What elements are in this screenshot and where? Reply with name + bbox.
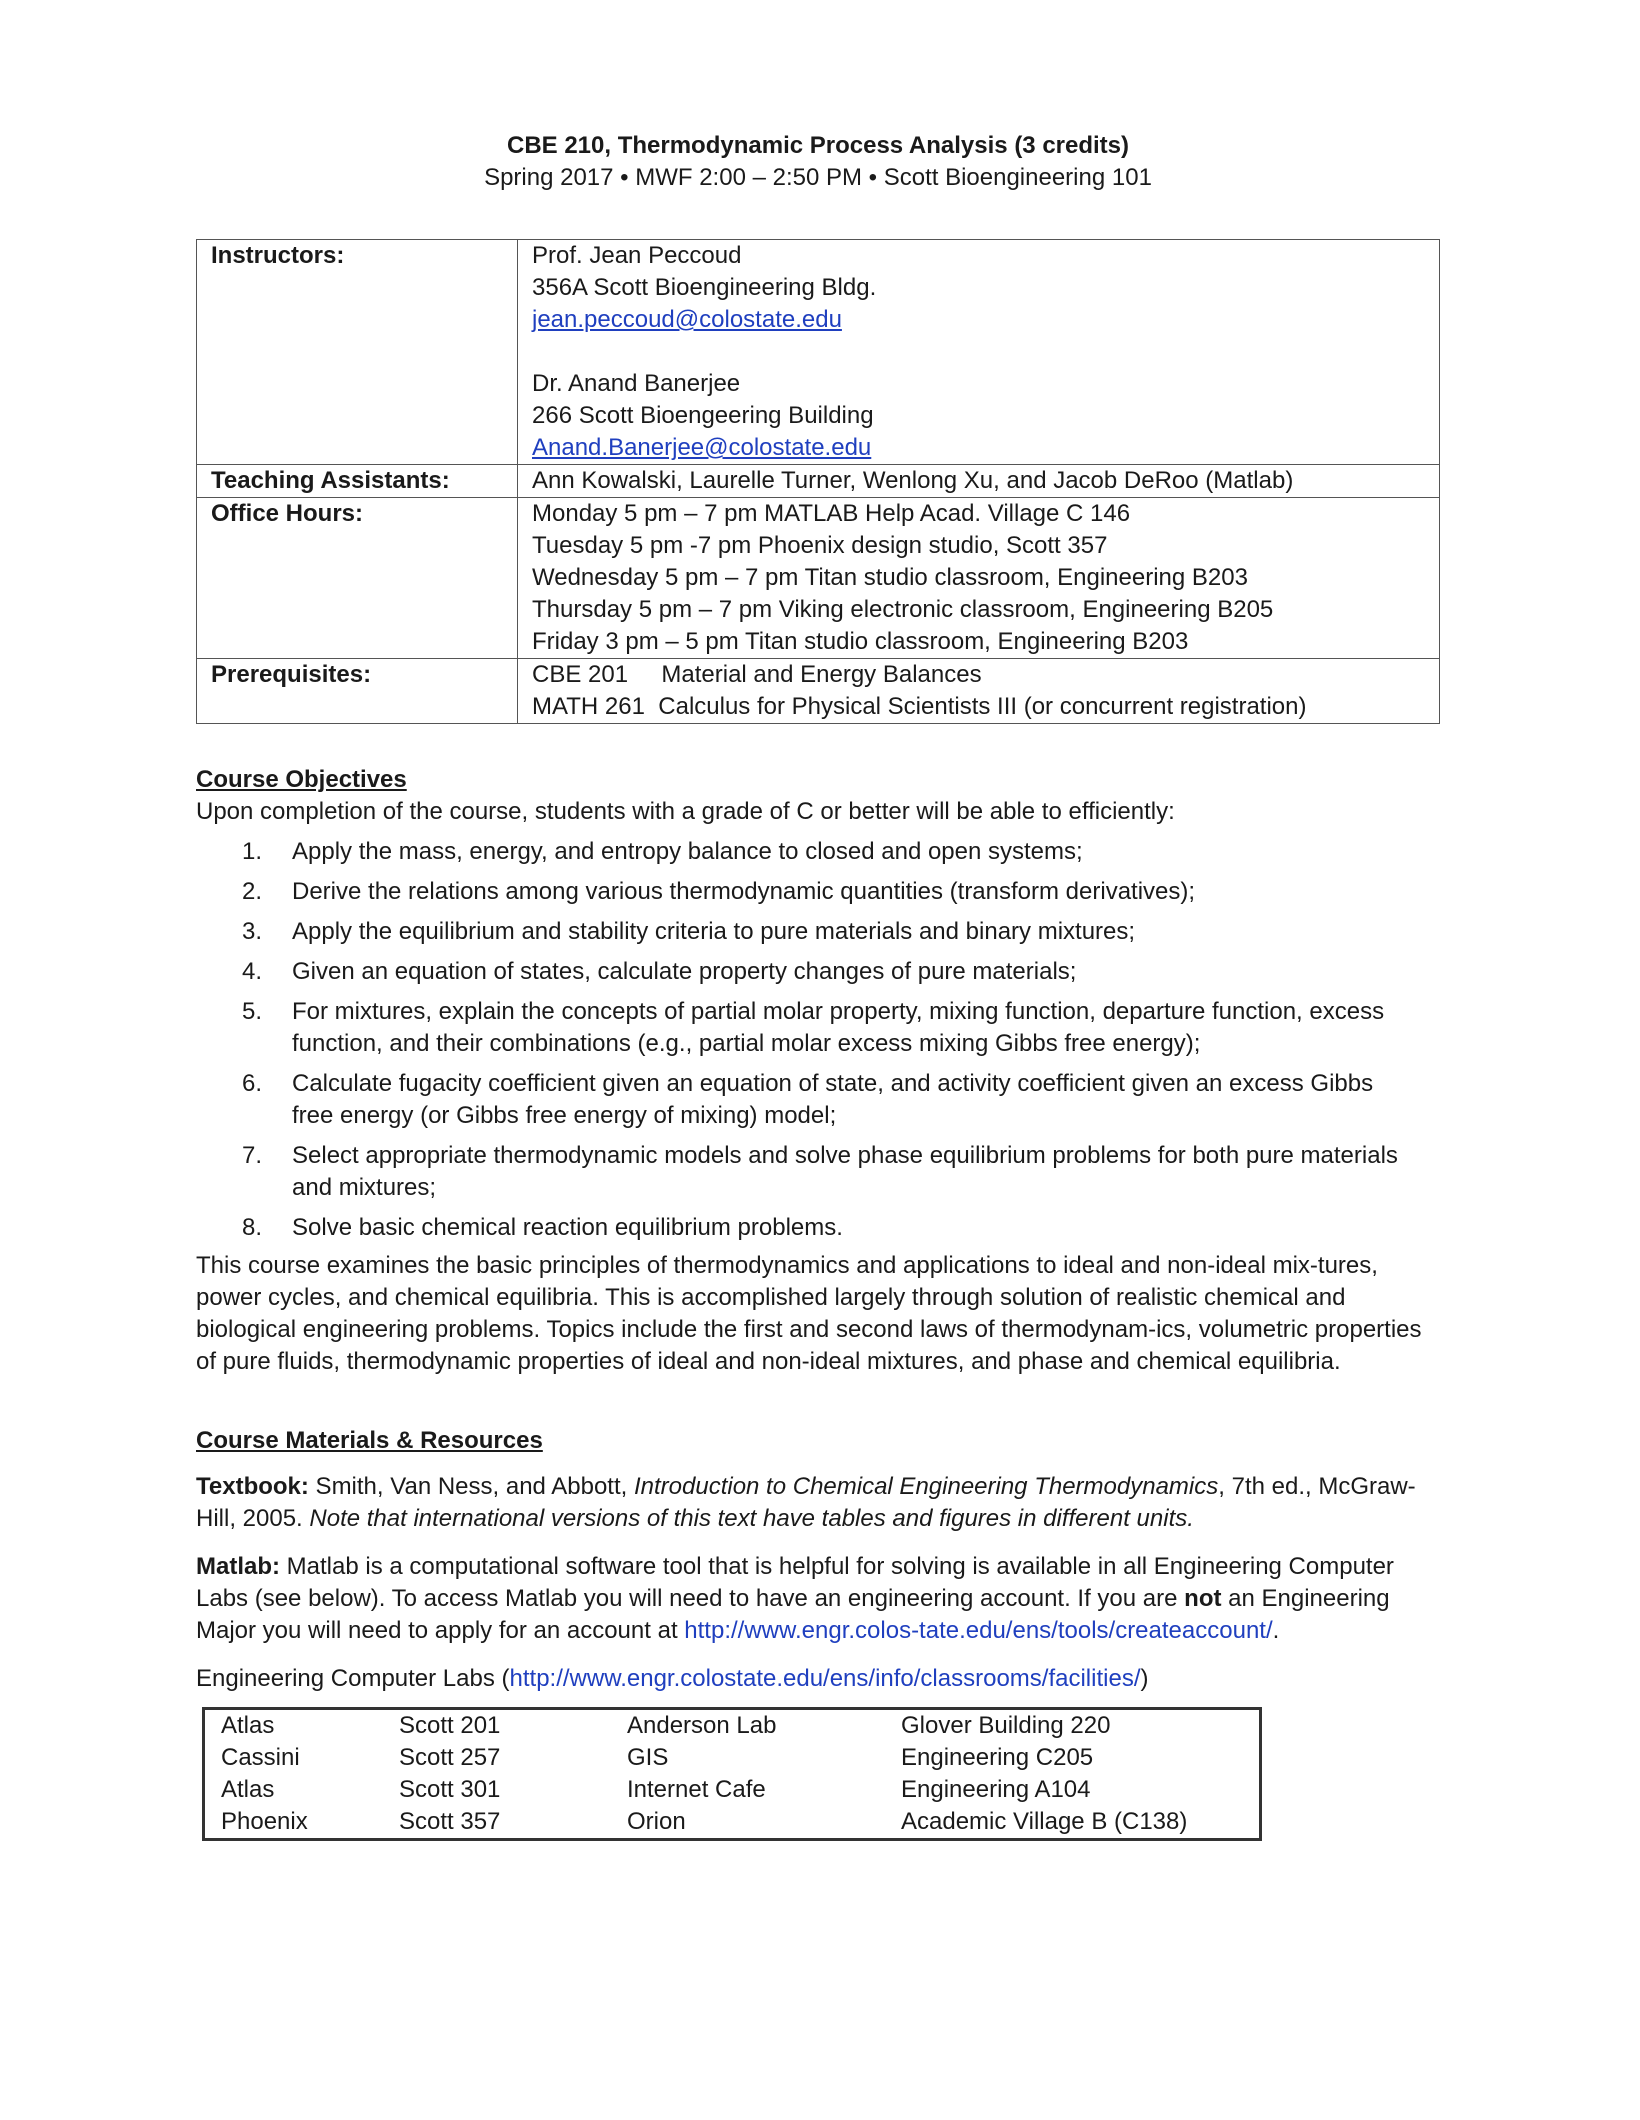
list-item <box>196 1212 1440 1244</box>
table-row <box>204 1774 1261 1806</box>
table-cell: GIS <box>627 1744 669 1771</box>
item-number: 1. <box>242 838 263 865</box>
computer-labs-table <box>202 1707 1262 1841</box>
list-item <box>196 1068 1440 1132</box>
table-cell: Scott 301 <box>399 1776 501 1803</box>
instructors-label: Instructors: <box>197 240 518 465</box>
objectives-section <box>196 764 1440 1378</box>
list-item <box>196 956 1440 988</box>
course-title: CBE 210, Thermodynamic Process Analysis (3 credits) <box>506 132 1130 159</box>
matlab-end: . <box>1272 1617 1280 1644</box>
item-text: Apply the mass, energy, and entropy balance to closed and open systems; <box>292 838 1083 865</box>
create-account-link[interactable]: http://www.engr.colos-tate.edu/ens/tools/createaccount/ <box>684 1617 1273 1644</box>
objectives-heading: Course Objectives <box>196 766 407 793</box>
office-hours-label: Office Hours: <box>197 498 518 659</box>
list-item <box>196 916 1440 948</box>
office-hours-cell <box>518 498 1440 659</box>
spacer <box>532 336 1425 368</box>
instructor1-email-link[interactable]: jean.peccoud@colostate.edu <box>532 306 842 333</box>
instructor1-office: 356A Scott Bioengineering Bldg. <box>532 274 877 301</box>
instructor2-email-link[interactable]: Anand.Banerjee@colostate.edu <box>532 434 872 461</box>
table-cell: Atlas <box>221 1712 275 1739</box>
textbook-publisher: , 7th ed., McGraw-Hill, 2005. <box>196 1473 1416 1532</box>
office-hours-entry: Thursday 5 pm – 7 pm Viking electronic classroom, Engineering B205 <box>532 596 1274 623</box>
table-row <box>204 1742 1261 1774</box>
prereq-entry: CBE 201 Material and Energy Balances <box>532 661 982 688</box>
table-cell: Scott 357 <box>399 1808 501 1835</box>
table-cell: Scott 201 <box>399 1712 501 1739</box>
table-cell: Internet Cafe <box>627 1776 766 1803</box>
prereq-entry: MATH 261 Calculus for Physical Scientists III (or concurrent registration) <box>532 693 1307 720</box>
syllabus-page <box>196 130 1440 1841</box>
table-cell: Glover Building 220 <box>901 1712 1111 1739</box>
materials-heading: Course Materials & Resources <box>196 1427 543 1454</box>
ta-value: Ann Kowalski, Laurelle Turner, Wenlong Xu, and Jacob DeRoo (Matlab) <box>518 465 1440 498</box>
textbook-title: Introduction to Chemical Engineering Thermodynamics <box>633 1473 1219 1500</box>
matlab-text: an Engineering Major you will need to apply for an account at <box>196 1585 1390 1644</box>
labs-close: ) <box>1140 1665 1149 1692</box>
item-text: Calculate fugacity coefficient given an equation of state, and activity coefficient given an excess Gibbs free energy (or Gibbs free energy of mixing) model; <box>292 1070 1374 1129</box>
table-cell: Anderson Lab <box>627 1712 777 1739</box>
labs-intro: Engineering Computer Labs ( <box>196 1665 510 1692</box>
matlab-paragraph <box>196 1551 1440 1647</box>
item-number: 8. <box>242 1214 263 1241</box>
matlab-not: not <box>1184 1585 1222 1612</box>
table-cell: Scott 257 <box>399 1744 501 1771</box>
labs-intro-paragraph <box>196 1663 1440 1695</box>
item-number: 7. <box>242 1142 263 1169</box>
table-cell: Academic Village B (C138) <box>901 1808 1188 1835</box>
list-item <box>196 876 1440 908</box>
matlab-text: Matlab is a computational software tool that is helpful for solving is available in all Engineering Computer Labs (see below). To access Matlab you will need to have an engineering account. If you are <box>196 1553 1394 1612</box>
office-hours-entry: Tuesday 5 pm -7 pm Phoenix design studio, Scott 357 <box>532 532 1108 559</box>
facilities-link[interactable]: http://www.engr.colostate.edu/ens/info/classrooms/facilities/ <box>509 1665 1141 1692</box>
table-cell: Orion <box>627 1808 686 1835</box>
office-hours-entry: Wednesday 5 pm – 7 pm Titan studio classroom, Engineering B203 <box>532 564 1248 591</box>
prereq-label: Prerequisites: <box>197 659 518 724</box>
table-cell: Phoenix <box>221 1808 308 1835</box>
item-text: Select appropriate thermodynamic models and solve phase equilibrium problems for both pure materials and mixtures; <box>292 1142 1398 1201</box>
list-item <box>196 996 1440 1060</box>
item-number: 4. <box>242 958 263 985</box>
textbook-paragraph <box>196 1471 1440 1535</box>
instructor2-office: 266 Scott Bioengeering Building <box>532 402 874 429</box>
course-info-table <box>196 239 1440 724</box>
textbook-authors: Smith, Van Ness, and Abbott, <box>308 1473 634 1500</box>
course-schedule: Spring 2017 • MWF 2:00 – 2:50 PM • Scott Bioengineering 101 <box>484 164 1152 191</box>
matlab-label: Matlab: <box>196 1553 280 1580</box>
course-description: This course examines the basic principles of thermodynamics and applications to ideal and non-ideal mix-tures, power cycles, and chemical equilibria. This is accomplished largely through solution of realistic chemical and biological engineering problems. Topics include the first and second laws of thermodynam-ics, volumetric properties of pure fluids, thermodynamic properties of ideal and non-ideal mixtures, and phase and chemical equilibria. <box>196 1252 1422 1375</box>
textbook-label: Textbook: <box>196 1473 309 1500</box>
table-cell: Atlas <box>221 1776 275 1803</box>
objectives-intro: Upon completion of the course, students with a grade of C or better will be able to efficiently: <box>196 798 1175 825</box>
instructors-cell <box>518 240 1440 465</box>
item-text: Given an equation of states, calculate property changes of pure materials; <box>292 958 1077 985</box>
item-number: 3. <box>242 918 263 945</box>
item-number: 6. <box>242 1070 263 1097</box>
table-cell: Cassini <box>221 1744 300 1771</box>
item-text: For mixtures, explain the concepts of partial molar property, mixing function, departure function, excess function, and their combinations (e.g., partial molar excess mixing Gibbs free energy); <box>292 998 1385 1057</box>
office-hours-entry: Monday 5 pm – 7 pm MATLAB Help Acad. Village C 146 <box>532 500 1131 527</box>
list-item <box>196 1140 1440 1204</box>
item-number: 5. <box>242 998 263 1025</box>
item-text: Apply the equilibrium and stability criteria to pure materials and binary mixtures; <box>292 918 1136 945</box>
item-text: Derive the relations among various thermodynamic quantities (transform derivatives); <box>292 878 1196 905</box>
table-row <box>204 1709 1261 1743</box>
instructor2-name: Dr. Anand Banerjee <box>532 370 741 397</box>
office-hours-entry: Friday 3 pm – 5 pm Titan studio classroom, Engineering B203 <box>532 628 1189 655</box>
prereq-cell <box>518 659 1440 724</box>
textbook-note: Note that international versions of this text have tables and figures in different units. <box>309 1505 1194 1532</box>
objectives-list <box>196 836 1440 1244</box>
item-text: Solve basic chemical reaction equilibrium problems. <box>292 1214 843 1241</box>
item-number: 2. <box>242 878 263 905</box>
table-cell: Engineering A104 <box>901 1776 1091 1803</box>
materials-section <box>196 1425 1440 1841</box>
table-row <box>204 1806 1261 1840</box>
list-item <box>196 836 1440 868</box>
instructor1-name: Prof. Jean Peccoud <box>532 242 742 269</box>
table-cell: Engineering C205 <box>901 1744 1094 1771</box>
ta-label: Teaching Assistants: <box>197 465 518 498</box>
